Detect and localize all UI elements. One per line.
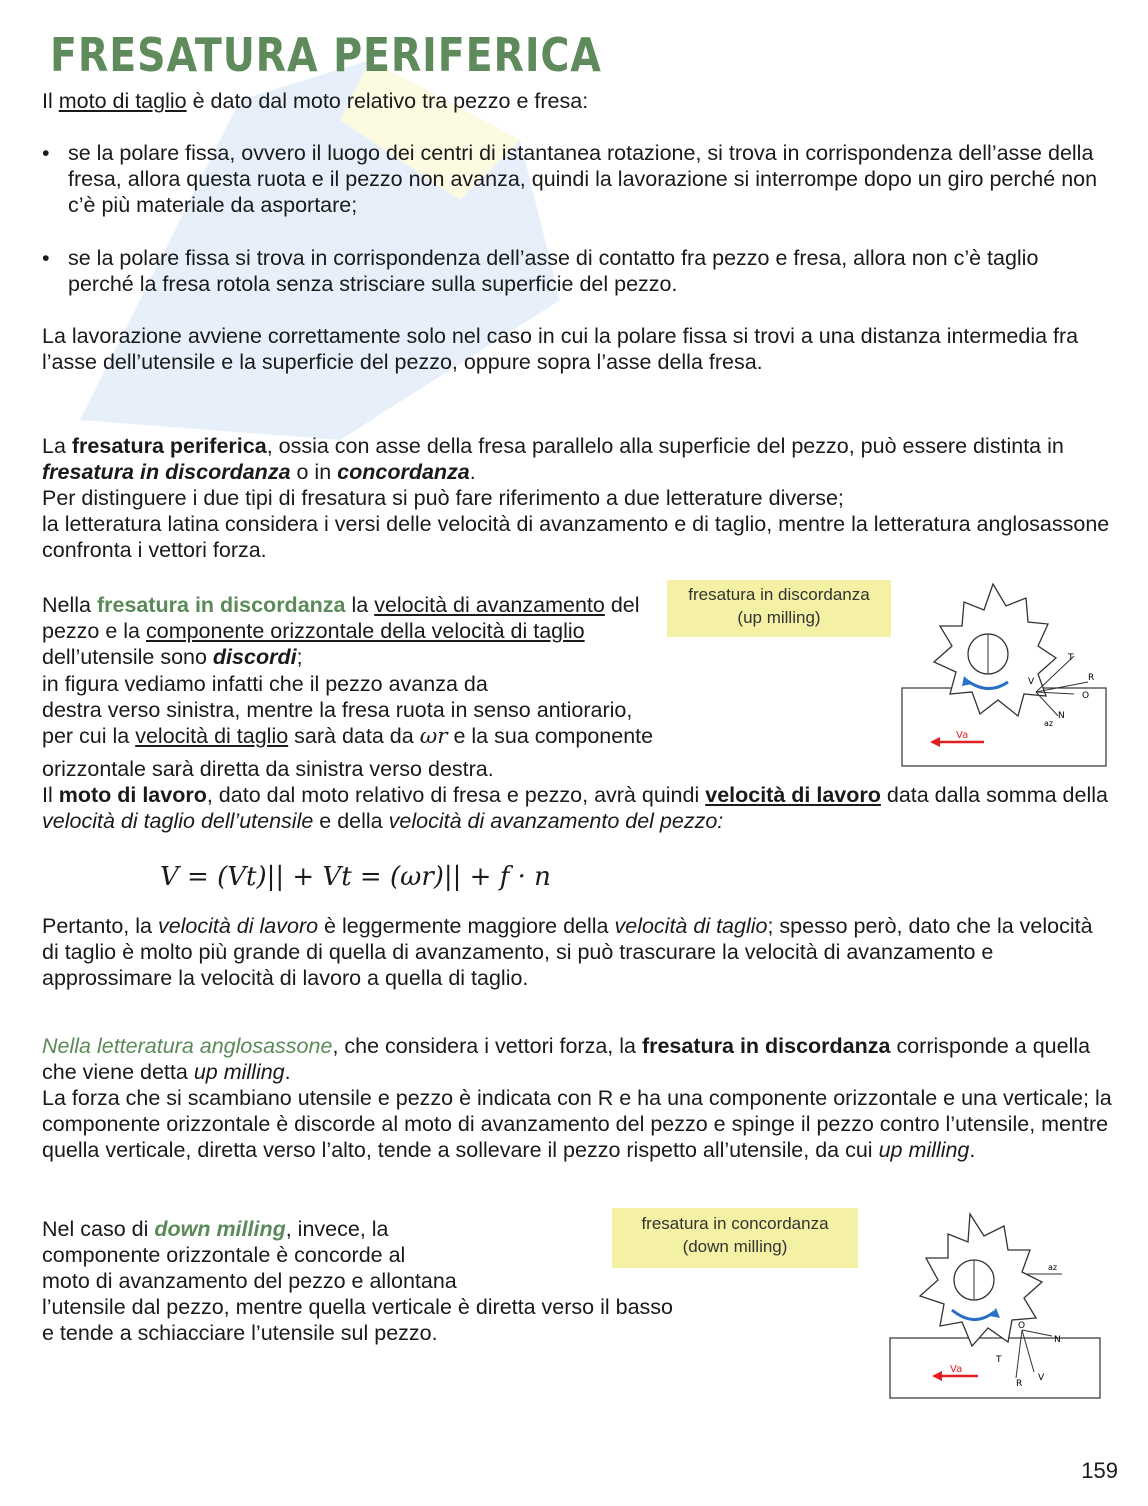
paragraph-pertanto: Pertanto, la velocità di lavoro è leggermente maggiore della velocità di taglio; spesso però, dato che la velocità di taglio è molto più grande di quella di avanzamento, si può trascurare la velocità di avanzamento e approssimare la velocità di lavoro a quella di taglio. (42, 914, 1093, 990)
fig1-label-t: T (1068, 653, 1074, 663)
formula-velocita-lavoro: V = (Vt)|| + Vt = (ωr)|| + f · n (160, 862, 551, 892)
fig2-label-r: R (1016, 1379, 1023, 1389)
paragraph-polare: La lavorazione avviene correttamente solo nel caso in cui la polare fissa si trovi a una distanza intermedia fra l’asse dell’utensile e la superficie del pezzo, oppure sopra l’asse della fresa. (42, 324, 1079, 374)
discordanza-line5: orizzontale sarà diretta da sinistra verso destra. (42, 757, 494, 781)
fig2-label-va: Va (950, 1364, 963, 1375)
page-number: 159 (1081, 1458, 1118, 1483)
up-milling-diagram (898, 576, 1110, 770)
fig2-label-v: V (1038, 1373, 1045, 1383)
fig2-label-t: T (996, 1355, 1002, 1365)
fig1-label-o: O (1082, 691, 1090, 701)
fig1-label-v: V (1028, 677, 1035, 687)
paragraph-anglosassone: Nella letteratura anglosassone, che considera i vettori forza, la fresatura in discordanza corrisponde a quella che viene detta up milling. La forza che si scambiano utensile e pezzo è indicata con R e ha una componente orizzontale e una verticale; la componente orizzontale è discorde al moto di avanzamento del pezzo e spinge il pezzo contro l’utensile, mentre quella verticale, diretta verso l’alto, tende a sollevare il pezzo rispetto all’utensile, da cui up milling. (42, 1034, 1112, 1162)
page-title: FRESATURA PERIFERICA (50, 28, 602, 82)
discordanza-lines: in figura vediamo infatti che il pezzo avanza da destra verso sinistra, mentre la fresa ruota in senso antiorario, per cui la velocità di taglio sarà data da ωr e la sua componente (42, 672, 654, 749)
bullet-symbol: • (42, 141, 50, 165)
bullet-symbol: • (42, 246, 50, 270)
bullet-item-1: • se la polare fissa, ovvero il luogo dei centri di istantanea rotazione, si trova in corrispondenza dell’asse della fresa, allora questa ruota e il pezzo non avanza, quindi la lavorazione si interrompe dopo un giro perché non c’è più materiale da asportare; (42, 141, 1098, 217)
paragraph-fresatura-periferica: La fresatura periferica, ossia con asse della fresa parallelo alla superficie del pezzo, può essere distinta in fresatura in discordanza o in concordanza. Per distinguere i due tipi di fresatura si può fare riferimento a due letterature diverse; la letteratura latina considera i versi delle velocità di avanzamento e di taglio, mentre la letteratura anglosassone confronta i vettori forza. (42, 434, 1110, 562)
fig1-label-va: Va (956, 730, 969, 741)
bullet-item-2: • se la polare fissa si trova in corrispondenza dell’asse di contatto fra pezzo e fresa, allora non c’è taglio perché la fresa rotola senza strisciare sulla superficie del pezzo. (42, 246, 1039, 296)
paragraph-moto-di-lavoro: Il moto di lavoro, dato dal moto relativo di fresa e pezzo, avrà quindi velocità di lavoro data dalla somma della velocità di taglio dell’utensile e della velocità di avanzamento del pezzo: (42, 783, 1108, 833)
intro-line: Il moto di taglio è dato dal moto relativo tra pezzo e fresa: (42, 89, 589, 113)
fig1-label-az: az (1044, 719, 1054, 728)
fig2-label-n: N (1054, 1335, 1061, 1345)
paragraph-discordanza: Nella fresatura in discordanza la velocità di avanzamento del pezzo e la componente orizzontale della velocità di taglio dell’utensile sono discordi; (42, 593, 640, 669)
fig2-label-az: az (1048, 1263, 1058, 1272)
fig2-label-o: O (1018, 1321, 1026, 1331)
label-up-milling: fresatura in discordanza (up milling) (667, 580, 891, 637)
fig1-label-r: R (1088, 673, 1095, 683)
down-milling-diagram (886, 1210, 1104, 1400)
label-down-milling: fresatura in concordanza (down milling) (612, 1208, 858, 1268)
fig1-label-n: N (1058, 711, 1065, 721)
paragraph-down-milling: Nel caso di down milling, invece, la componente orizzontale è concorde al moto di avanzamento del pezzo e allontana l’utensile dal pezzo, mentre quella verticale è diretta verso il basso e tende a schiacciare l’utensile sul pezzo. (42, 1217, 673, 1345)
